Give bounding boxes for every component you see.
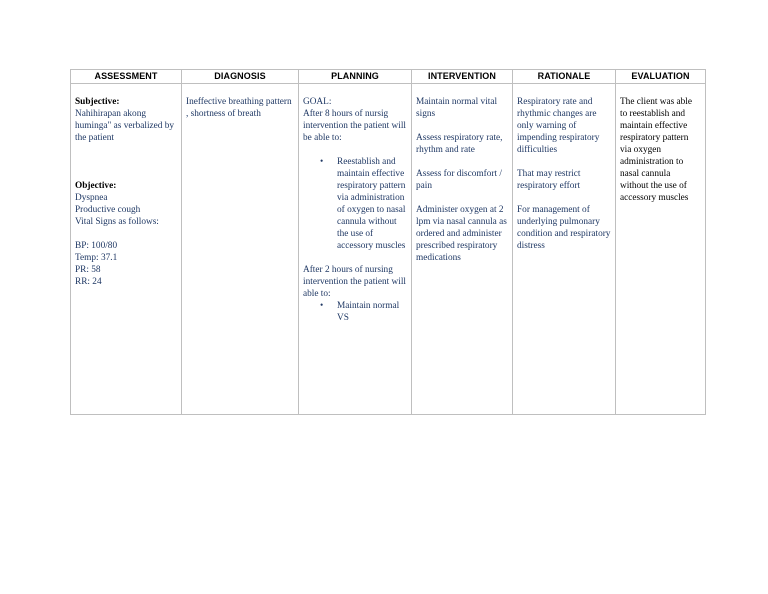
second-goal-list	[303, 300, 407, 324]
subjective-text: Nahihirapan akong huminga" as verbalized by the patient	[75, 109, 175, 143]
planning-cell	[299, 84, 412, 415]
header-rationale: RATIONALE	[513, 70, 616, 84]
intervention-item: Administer oxygen at 2 lpm via nasal cannula as ordered and administer prescribed respiratory medications	[416, 205, 507, 263]
rationale-item: For management of underlying pulmonary condition and respiratory distress	[517, 205, 611, 251]
diagnosis-cell	[182, 84, 299, 415]
header-intervention: INTERVENTION	[412, 70, 513, 84]
evaluation-text: The client was able to reestablish and maintain effective respiratory pattern via oxygen administration to nasal cannula without the use of accessory muscles	[620, 97, 693, 203]
diagnosis-text: Ineffective breathing pattern , shortness of breath	[186, 97, 292, 119]
vital-sign: PR: 58	[75, 265, 101, 275]
objective-line: Vital Signs as follows:	[75, 217, 159, 227]
goal-intro: After 8 hours of nursig intervention the patient will be able to:	[303, 109, 407, 143]
rationale-item: Respiratory rate and rhythmic changes are only warning of impending respiratory difficulties	[517, 97, 600, 155]
goal-label: GOAL:	[303, 97, 332, 107]
table-row	[71, 84, 706, 415]
nursing-care-plan-table	[70, 69, 706, 415]
intervention-item: Assess for discomfort / pain	[416, 169, 502, 191]
second-goal-bullet: • Maintain normal VS	[303, 300, 407, 324]
vital-sign: RR: 24	[75, 277, 102, 287]
intervention-item: Maintain normal vital signs	[416, 97, 498, 119]
evaluation-cell	[616, 84, 706, 415]
rationale-item: That may restrict respiratory effort	[517, 169, 581, 191]
second-intro: After 2 hours of nursing intervention the patient will able to:	[303, 265, 407, 299]
header-row	[71, 70, 706, 84]
vital-sign: BP: 100/80	[75, 241, 118, 251]
objective-line: Productive cough	[75, 205, 141, 215]
objective-line: Dyspnea	[75, 193, 108, 203]
vital-sign: Temp: 37.1	[75, 253, 118, 263]
goal-list	[303, 156, 407, 252]
goal-bullet: • Reestablish and maintain effective respiratory pattern via administration of oxygen to nasal cannula without the use of accessory muscles	[303, 156, 407, 252]
header-diagnosis: DIAGNOSIS	[182, 70, 299, 84]
header-assessment: ASSESSMENT	[71, 70, 182, 84]
header-evaluation: EVALUATION	[616, 70, 706, 84]
intervention-cell	[412, 84, 513, 415]
header-planning: PLANNING	[299, 70, 412, 84]
intervention-item: Assess respiratory rate, rhythm and rate	[416, 133, 503, 155]
subjective-label: Subjective:	[75, 97, 120, 107]
objective-label: Objective:	[75, 181, 117, 191]
rationale-cell	[513, 84, 616, 415]
assessment-cell	[71, 84, 182, 415]
